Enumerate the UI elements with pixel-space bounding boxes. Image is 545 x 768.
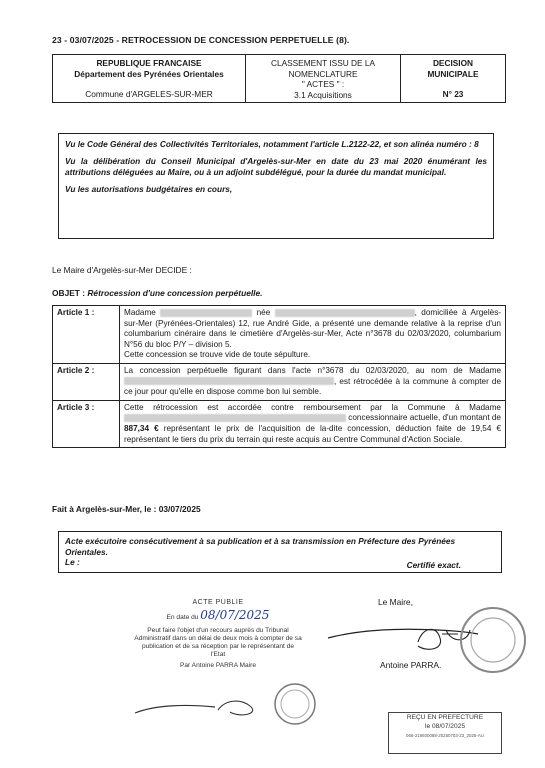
classement-line-1: CLASSEMENT ISSU DE LA xyxy=(270,58,376,68)
certifie-exact: Certifié exact. xyxy=(406,560,461,570)
article-2-row xyxy=(53,363,506,400)
article-1-row xyxy=(53,306,506,364)
maire-label: Le Maire, xyxy=(378,597,413,607)
executoire-box xyxy=(58,531,502,573)
vu-budget: Vu les autorisations budgétaires en cours, xyxy=(65,184,233,195)
vu-code: Vu le Code Général des Collectivités Territoriales, notamment l'article L.2122-22, et son alinéa numéro : 8 xyxy=(65,139,479,149)
article-3-text xyxy=(120,400,506,447)
mayor-signature xyxy=(318,600,528,690)
decision-label: DECISION xyxy=(432,58,474,68)
a3-body-mid: concessionnaire actuelle, d'un montant de xyxy=(348,413,501,423)
fait-line: Fait à Argelès-sur-Mer, le : 03/07/2025 xyxy=(52,504,201,514)
vu-deliberation: Vu la délibération du Conseil Municipal d'Argelès-sur-Mer en date du 23 mai 2020 énumérant les attributions déléguées au Maire, ou à un adjoint subdélégué, pour la durée du mandat municipal. xyxy=(65,156,487,177)
acte-publie-title: ACTE PUBLIE xyxy=(192,599,244,606)
recours-text: Peut faire l'objet d'un recours auprès du Tribunal Administratif dans un délai de deux mois à compter de sa publication et de sa réception par le représentant de l'Etat xyxy=(134,627,302,658)
redacted-name xyxy=(275,309,415,317)
article-2-text xyxy=(120,363,506,400)
header-classement xyxy=(246,55,401,103)
bottom-signature-stamp xyxy=(130,680,320,730)
objet-text: Rétrocession d'une concession perpétuelle. xyxy=(87,288,263,298)
a1-vide: Cette concession se trouve vide de toute sépulture. xyxy=(124,350,311,360)
decide-line: Le Maire d'Argelès-sur-Mer DECIDE : xyxy=(52,265,192,275)
objet-label: OBJET : xyxy=(52,288,88,298)
a1-body: , domiciliée à Argelès-sur-Mer (Pyrénées-Orientales) 12, rue André Gide, a présenté une demande relative à la reprise d'un columbarium cinéraire dans le cimetière d'Argelès-sur-Mer, Acte n°3678 du 02/03/2020, columbarium N°56 du bloc P/Y – division 5. xyxy=(124,308,502,349)
redacted-name xyxy=(160,309,252,317)
a1-nee: née xyxy=(256,308,271,317)
header-table xyxy=(52,54,506,103)
publication-stamp xyxy=(128,599,308,670)
recu-title: REÇU EN PREFECTURE xyxy=(406,714,484,721)
prefecture-stamp xyxy=(388,712,502,754)
article-3-label: Article 3 : xyxy=(53,400,120,447)
objet-line xyxy=(52,288,263,298)
redacted-name xyxy=(124,414,346,422)
header-decision xyxy=(401,55,506,103)
a3-amount: 887,34 € xyxy=(124,423,159,433)
en-date-label: En date du xyxy=(166,614,199,621)
republique-label: REPUBLIQUE FRANCAISE xyxy=(96,58,202,68)
executoire-le: Le : xyxy=(65,557,80,567)
decision-number: N° 23 xyxy=(442,89,464,99)
handwritten-date: 08/07/2025 xyxy=(200,608,270,622)
article-3-row xyxy=(53,400,506,447)
a2-body-start: La concession perpétuelle figurant dans l'acte n°3678 du 02/03/2020, au nom de Madame xyxy=(124,365,501,375)
classement-line-2: NOMENCLATURE xyxy=(288,68,358,79)
document-title: 23 - 03/07/2025 - RETROCESSION DE CONCESSION PERPETUELLE (8). xyxy=(52,35,350,45)
mayor-name: Antoine PARRA. xyxy=(380,660,442,670)
classement-line-4: 3.1 Acquisitions xyxy=(294,89,352,100)
vu-box xyxy=(58,133,494,239)
departement-label: Département des Pyrénées Orientales xyxy=(74,68,224,79)
recu-code: 066-216600088-20250703-23_2025-AU xyxy=(406,733,484,738)
article-1-label: Article 1 : xyxy=(53,306,120,364)
article-1-text xyxy=(120,306,506,364)
article-2-label: Article 2 : xyxy=(53,363,120,400)
header-republique xyxy=(53,55,246,103)
redacted-name xyxy=(124,377,334,385)
recu-date: le 08/07/2025 xyxy=(425,723,465,730)
articles-table xyxy=(52,305,506,448)
municipale-label: MUNICIPALE xyxy=(427,68,479,79)
publie-par: Par Antoine PARRA Maire xyxy=(179,662,257,669)
a3-body-start: Cette rétrocession est accordée contre remboursement par la Commune à Madame xyxy=(124,402,501,412)
a3-body-end: représentant le prix de l'acquisition de la-dite concession, déduction faite de 19,54 € représentant le tiers du prix du terrain qui reste acquis au Centre Communal d'Action Sociale. xyxy=(124,423,502,444)
commune-label: Commune d'ARGELES-SUR-MER xyxy=(85,89,213,99)
executoire-text: Acte exécutoire consécutivement à sa publication et à sa transmission en Préfecture des Pyrénées Orientales. xyxy=(65,536,456,557)
a1-madame: Madame xyxy=(124,308,156,317)
a2-body-end: , est rétrocédée à la commune à compter de ce jour pour qu'elle en dispose comme bon lui semble. xyxy=(124,376,501,397)
classement-line-3: " ACTES " : xyxy=(301,79,345,89)
